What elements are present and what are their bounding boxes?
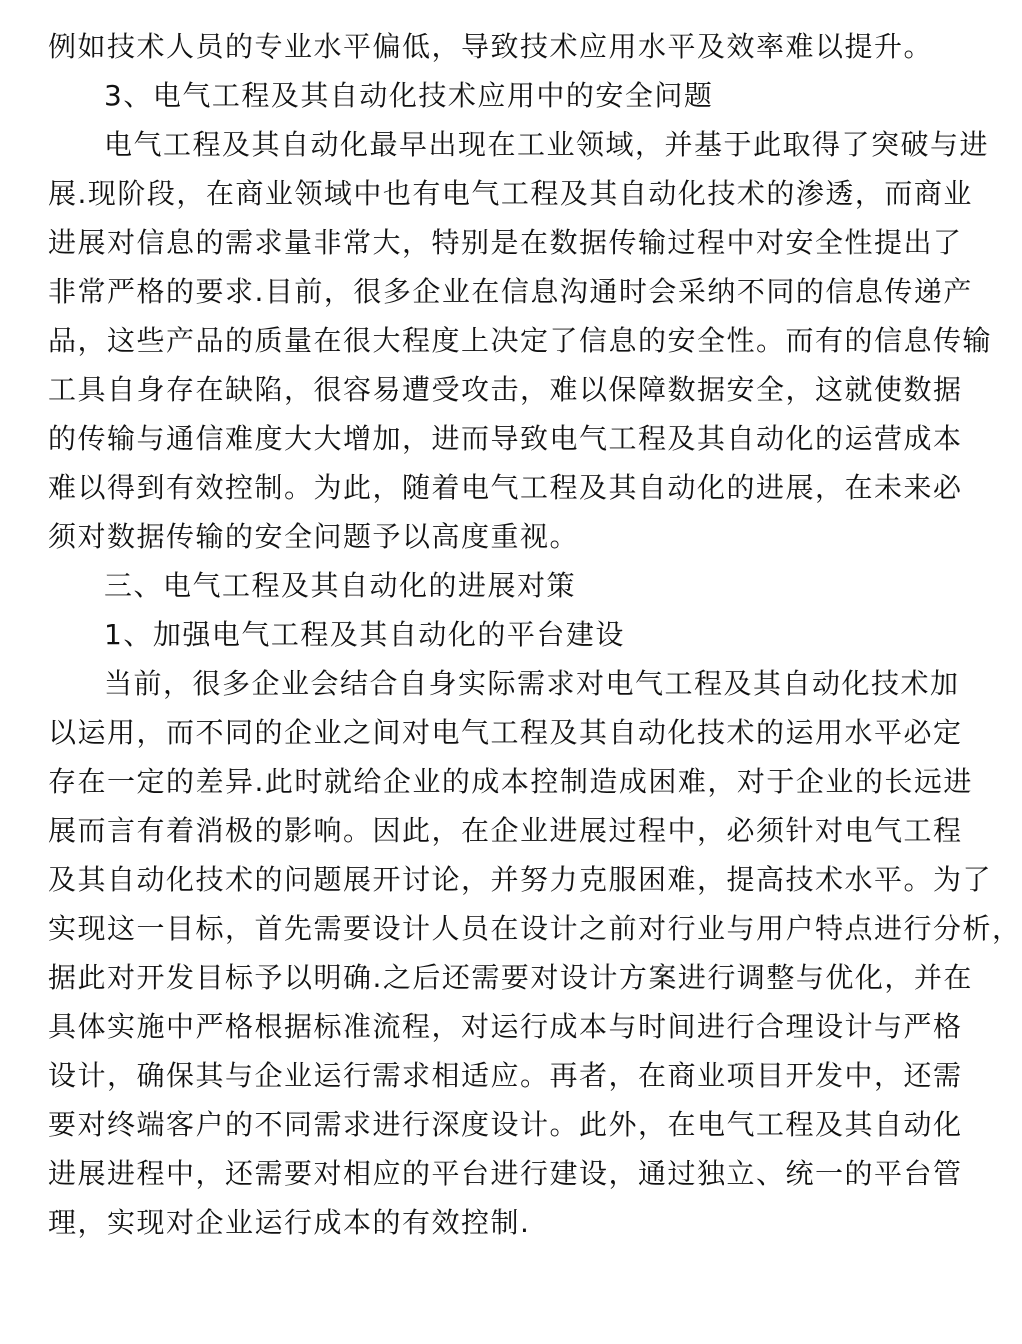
text-line: 当前，很多企业会结合自身实际需求对电气工程及其自动化技术加 [104,667,960,700]
text-line: 的传输与通信难度大大增加，进而导致电气工程及其自动化的运营成本 [48,422,963,455]
text-line: 具体实施中严格根据标准流程，对运行成本与时间进行合理设计与严格 [48,1010,963,1043]
text-line: 三、电气工程及其自动化的进展对策 [104,569,577,602]
text-line: 展.现阶段，在商业领域中也有电气工程及其自动化技术的渗透，而商业 [48,177,973,210]
text-line: 工具自身存在缺陷，很容易遭受攻击，难以保障数据安全，这就使数据 [48,373,963,406]
text-line: 例如技术人员的专业水平偏低，导致技术应用水平及效率难以提升。 [48,30,934,63]
text-line: 品，这些产品的质量在很大程度上决定了信息的安全性。而有的信息传输 [48,324,993,357]
text-line: 及其自动化技术的问题展开讨论，并努力克服困难，提高技术水平。为了 [48,863,993,896]
text-line: 电气工程及其自动化最早出现在工业领域，并基于此取得了突破与进 [104,128,990,161]
text-line: 要对终端客户的不同需求进行深度设计。此外，在电气工程及其自动化 [48,1108,963,1141]
text-line: 须对数据传输的安全问题予以高度重视。 [48,520,580,553]
text-line: 3、电气工程及其自动化技术应用中的安全问题 [104,79,714,112]
text-line: 进展对信息的需求量非常大，特别是在数据传输过程中对安全性提出了 [48,226,963,259]
document-page [48,22,1022,1247]
text-line: 进展进程中，还需要对相应的平台进行建设，通过独立、统一的平台管 [48,1157,963,1190]
text-line: 展而言有着消极的影响。因此，在企业进展过程中，必须针对电气工程 [48,814,963,847]
text-line: 非常严格的要求.目前，很多企业在信息沟通时会采纳不同的信息传递产 [48,275,973,308]
text-line: 1、加强电气工程及其自动化的平台建设 [104,618,625,651]
text-line: 存在一定的差异.此时就给企业的成本控制造成困难，对于企业的长远进 [48,765,973,798]
text-line: 理，实现对企业运行成本的有效控制. [48,1206,531,1239]
text-line: 据此对开发目标予以明确.之后还需要对设计方案进行调整与优化，并在 [48,961,973,994]
text-line: 实现这一目标，首先需要设计人员在设计之前对行业与用户特点进行分析， [48,912,1022,945]
text-line: 以运用，而不同的企业之间对电气工程及其自动化技术的运用水平必定 [48,716,963,749]
text-line: 难以得到有效控制。为此，随着电气工程及其自动化的进展，在未来必 [48,471,963,504]
text-line: 设计，确保其与企业运行需求相适应。再者，在商业项目开发中，还需 [48,1059,963,1092]
